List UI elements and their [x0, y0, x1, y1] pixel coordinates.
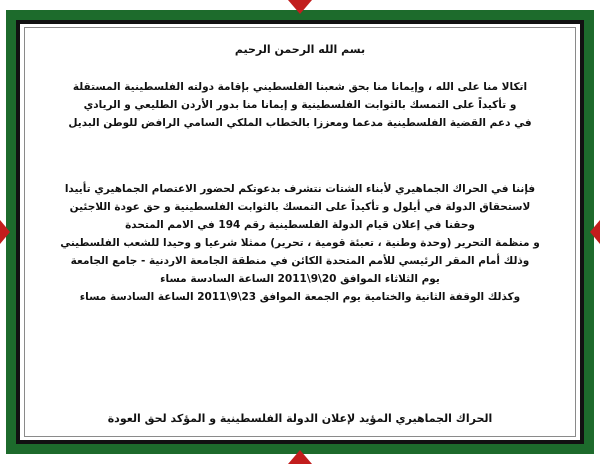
paragraph-line: اتكالا منا على الله ، وإيمانا منا بحق شعبنا الفلسطيني بإقامة دولته الفلسطينية المستقلة	[72, 81, 528, 93]
paragraph-line: يوم الثلاثاء الموافق 20\9\2011 الساعة السادسة مساء	[160, 273, 440, 285]
left-triangle-ornament	[0, 220, 10, 244]
paragraph-line: و منظمة التحرير (وحدة وطنية ، تعبئة قومية ، تحرير) ممثلا شرعيا و وحيدا للشعب الفلسطيني	[60, 237, 540, 249]
paragraph-intro	[34, 78, 566, 132]
right-triangle-ornament	[590, 220, 600, 244]
bottom-triangle-ornament	[288, 450, 312, 464]
signature-line: الحراك الجماهيري المؤيد لإعلان الدولة الفلسطينية و المؤكد لحق العودة	[107, 412, 493, 425]
paragraph-line: فإننا في الحراك الجماهيري لأبناء الشتات نتشرف بدعوتكم لحضور الاعتصام الجماهيري تأييدا	[64, 183, 536, 195]
document-content	[34, 30, 566, 434]
paragraph-line: لاستحقاق الدولة في أيلول و تأكيداً على التمسك بالثوابت الفلسطينية و حق عودة اللاجئين	[69, 201, 531, 213]
paragraph-line: وذلك أمام المقر الرئيسي للأمم المتحدة الكائن في منطقة الجامعة الاردنية - جامع الجامعة	[70, 255, 530, 267]
basmala-heading: بسم الله الرحمن الرحيم	[234, 43, 366, 56]
paragraph-line: في دعم القضية الفلسطينية مدعما ومعززا بالخطاب الملكي السامي الرافض للوطن البديل	[68, 117, 532, 129]
top-triangle-ornament	[288, 0, 312, 14]
paragraph-line: وكذلك الوقفة الثانية والختامية يوم الجمعة الموافق 23\9\2011 الساعة السادسة مساء	[79, 291, 521, 303]
paragraph-line: وحقنا في إعلان قيام الدولة الفلسطينية رقم 194 في الامم المتحدة	[125, 219, 475, 231]
paragraph-invitation	[34, 180, 566, 306]
paragraph-line: و تأكيداً على التمسك بالثوابت الفلسطينية و إيمانا منا بدور الأردن الطليعي و الريادي	[83, 99, 517, 111]
